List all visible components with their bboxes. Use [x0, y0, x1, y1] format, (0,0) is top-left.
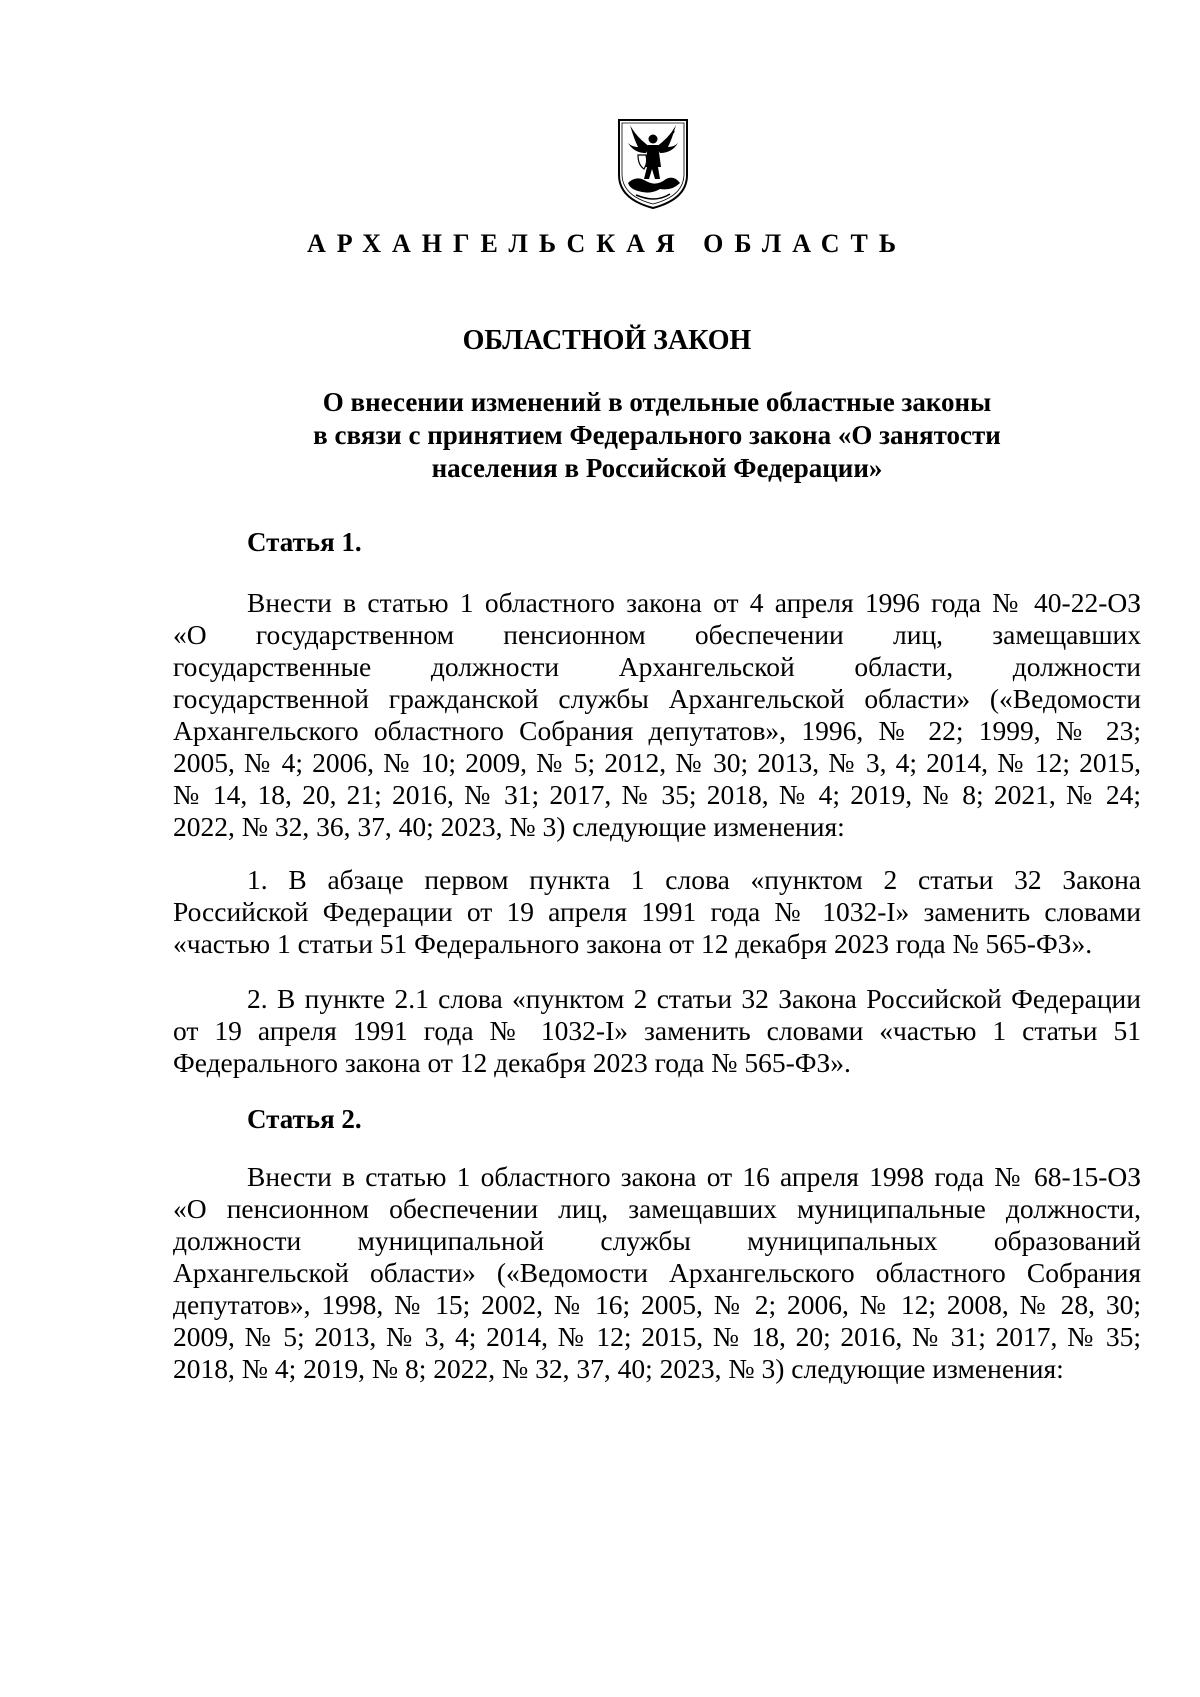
text-line: 2005, № 4; 2006, № 10; 2009, № 5; 2012, № 30; 2013, № 3, 4; 2014, № 12; 2015, [173, 747, 1141, 778]
text-line: должности муниципальной службы муниципальных образований [173, 1225, 1141, 1256]
law-title-line: О внесении изменений в отдельные областные законы [322, 387, 992, 417]
text-line: 2018, № 4; 2019, № 8; 2022, № 32, 37, 40; 2023, № 3) следующие изменения: [173, 1353, 1064, 1384]
text-line: от 19 апреля 1991 года № 1032-I» заменить словами «частью 1 статьи 51 [173, 1015, 1141, 1046]
article-1-item-2 [173, 983, 1141, 1079]
text-line: 2. В пункте 2.1 слова «пунктом 2 статьи 32 Закона Российской Федерации [247, 983, 1141, 1014]
text-line: 2022, № 32, 36, 37, 40; 2023, № 3) следующие изменения: [173, 811, 845, 842]
text-line: 1. В абзаце первом пункта 1 слова «пунктом 2 статьи 32 Закона [247, 864, 1141, 895]
region-title: АРХАНГЕЛЬСКАЯ ОБЛАСТЬ [306, 229, 908, 258]
text-line: № 14, 18, 20, 21; 2016, № 31; 2017, № 35; 2018, № 4; 2019, № 8; 2021, № 24; [173, 779, 1141, 810]
text-line: Федерального закона от 12 декабря 2023 года № 565-ФЗ». [173, 1047, 851, 1078]
text-line: Внести в статью 1 областного закона от 4 апреля 1996 года № 40-22-ОЗ [247, 587, 1141, 618]
article-1-item-1 [173, 864, 1141, 960]
text-line: депутатов», 1998, № 15; 2002, № 16; 2005, № 2; 2006, № 12; 2008, № 28, 30; [173, 1289, 1141, 1320]
law-title-line: населения в Российской Федерации» [431, 453, 883, 483]
text-line: Архангельского областного Собрания депутатов», 1996, № 22; 1999, № 23; [173, 715, 1141, 746]
document-type: ОБЛАСТНОЙ ЗАКОН [462, 325, 752, 356]
law-title-line: в связи с принятием Федерального закона «О занятости [313, 420, 1001, 450]
text-line: «частью 1 статьи 51 Федерального закона от 12 декабря 2023 года № 565-ФЗ». [173, 928, 1093, 959]
law-title [250, 386, 1064, 485]
text-line: «О пенсионном обеспечении лиц, замещавших муниципальные должности, [173, 1193, 1141, 1224]
text-line: Российской Федерации от 19 апреля 1991 года № 1032-I» заменить словами [173, 896, 1141, 927]
text-line: государственной гражданской службы Архангельской области» («Ведомости [173, 683, 1141, 714]
text-line: Внести в статью 1 областного закона от 16 апреля 1998 года № 68-15-ОЗ [247, 1161, 1141, 1192]
text-line: государственные должности Архангельской области, должности [173, 651, 1141, 682]
article-2-intro [173, 1161, 1141, 1385]
text-line: 2009, № 5; 2013, № 3, 4; 2014, № 12; 2015, № 18, 20; 2016, № 31; 2017, № 35; [173, 1321, 1141, 1352]
article-1-heading: Статья 1. [247, 527, 362, 557]
article-2-heading: Статья 2. [247, 1104, 362, 1134]
text-line: «О государственном пенсионном обеспечении лиц, замещавших [173, 619, 1141, 650]
article-1-intro [173, 587, 1141, 843]
text-line: Архангельской области» («Ведомости Архангельского областного Собрания [173, 1257, 1141, 1288]
coat-of-arms-icon [616, 117, 690, 211]
